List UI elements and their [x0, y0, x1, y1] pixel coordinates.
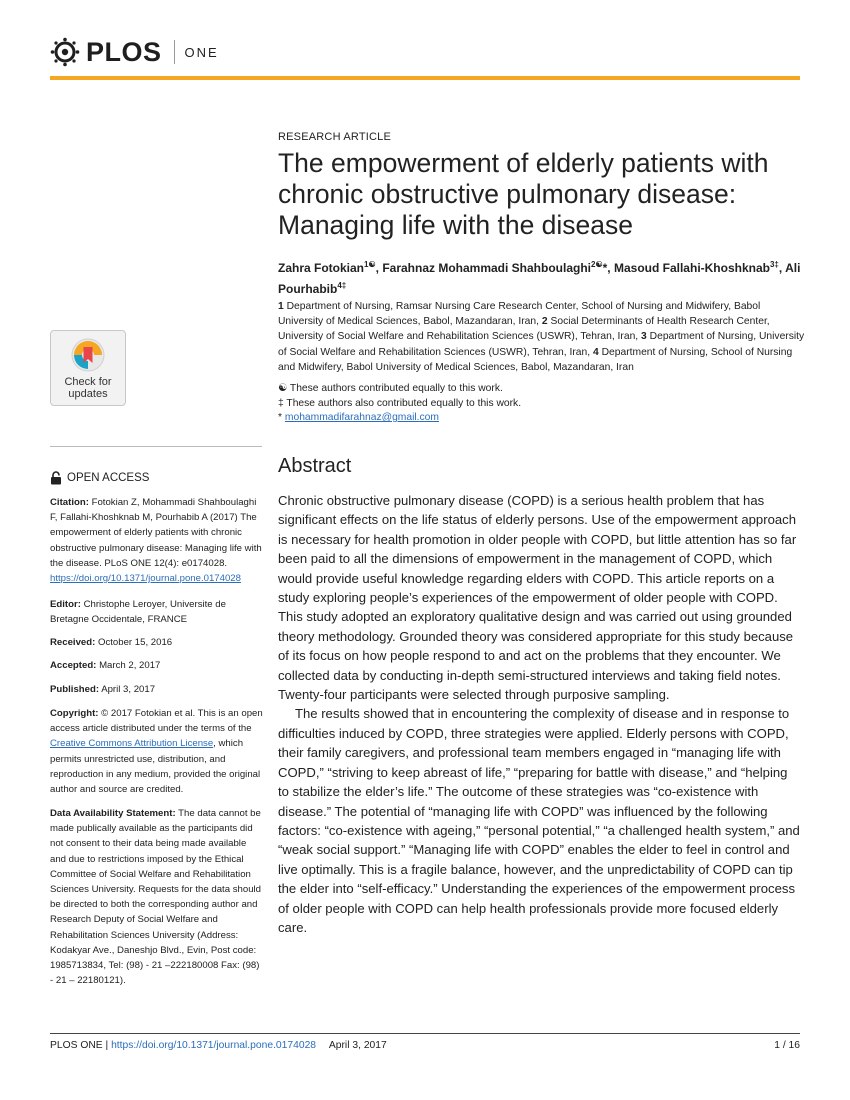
author-sup: 3‡ — [769, 260, 779, 269]
accepted-block — [50, 658, 264, 673]
abstract-body — [278, 491, 800, 937]
accepted-label: Accepted: — [50, 660, 97, 671]
received-label: Received: — [50, 637, 96, 648]
affiliation-text: Department of Nursing, School of Nursing and Midwifery, Babol University of Medical Sciences, Babol, Mazandaran, Iran — [278, 346, 793, 373]
note-also-contributed: ‡ These authors also contributed equally to this work. — [278, 397, 522, 409]
affiliation-number: 3 — [641, 331, 647, 343]
author-notes — [278, 382, 808, 426]
plos-one-logo[interactable] — [50, 34, 219, 70]
corresponding-mark: * — [602, 261, 608, 275]
abstract-paragraph: The results showed that in encountering the complexity of disease and in response to difficulties induced by COPD, three strategies were applied. Elderly persons with COPD, their family caregivers, and professional team members engaged in “managing life with COPD,” “striving to keep abreast of life,” “preparing for battle with disease,” and “helping to stabilize the elder’s life.” The outcome of these strategies was “co-existence with disease.” The potential of “managing life with COPD” was influenced by the following factors: “co-existence with ageing,” “personal potential,” “a challenged health system,” and “weak social support.” “Managing life with COPD” enables the elder to feel in control and live optimally. This is a fragile balance, however, and the unpredictability of COPD can tip the elder into “self-efficacy.” Understanding the experiences of the empowerment process of older people with COPD can help health professionals provide more focused elderly care. — [278, 706, 800, 935]
citation-text: Fotokian Z, Mohammadi Shahboulaghi F, Fallahi-Khoshknab M, Pourhabib A (2017) The empowerment of elderly patients with chronic obstructive pulmonary disease: Managing life with the disease. PLoS ONE 12(4): e0174028. — [50, 497, 262, 569]
editor-block — [50, 597, 264, 627]
published-date: April 3, 2017 — [101, 684, 156, 695]
author-name: Zahra Fotokian — [278, 261, 365, 275]
article-type: RESEARCH ARTICLE — [278, 131, 392, 143]
crossmark-icon — [70, 337, 106, 373]
affiliations — [278, 299, 808, 375]
logo-journal-text: ONE — [184, 44, 219, 60]
affiliation-number: 1 — [278, 301, 284, 312]
header-accent-bar — [50, 76, 800, 80]
sidebar-divider — [50, 446, 262, 447]
affiliation-text: Department of Nursing, University of Social Welfare and Rehabilitation Sciences (USWR), Tehran, Iran, — [278, 331, 805, 358]
author-list: Zahra Fotokian$^{1☯}$, Farahnaz Mohammadi Shahboulaghi$^{2☯}$*, Masoud Fallahi-Khoshknab$^{3\ddagger}$, Ali Pourhabib$^{4\ddagger}$ — [278, 260, 801, 296]
page-number: 1 / 16 — [774, 1040, 800, 1051]
copyright-text: © 2017 Fotokian et al. This is an open access article distributed under the terms of the — [50, 708, 263, 735]
affiliation-text: Department of Nursing, Ramsar Nursing Care Research Center, School of Nursing and Midwifery, Babol University of Medical Sciences, Babol, Mazandaran, Iran, — [278, 301, 761, 328]
copyright-block — [50, 706, 264, 797]
author-sup: 2☯ — [591, 260, 603, 269]
corresponding-email-line — [278, 411, 808, 426]
published-label: Published: — [50, 684, 100, 695]
author-name: Masoud Fallahi-Khoshknab — [613, 261, 770, 275]
data-availability-block — [50, 806, 264, 988]
data-availability-text: The data cannot be made publically available as the participants did not consent to their data being made available and due to restrictions imposed by the Ethical Committee of Social Welfare and Rehabilitation Sciences University. Requests for the data should be directed to both the corresponding author and Research Deputy of Social Welfare and Rehabilitation Sciences University (Address: Kodakyar Ave., Daneshjo Blvd., Evin, Post code: 1985713834, Tel: (98) - 21 –222180008 Fax: (98) - 21 – 22180121). — [50, 808, 261, 987]
citation-doi-link[interactable]: https://doi.org/10.1371/journal.pone.0174028 — [50, 573, 241, 585]
logo-brand-text: PLOS — [86, 36, 162, 67]
accepted-date: March 2, 2017 — [99, 660, 161, 671]
copyright-label: Copyright: — [50, 708, 99, 719]
note-equal-contribution: ☯ These authors contributed equally to this work. — [278, 383, 503, 394]
editor-label: Editor: — [50, 599, 81, 610]
check-for-updates-badge[interactable] — [50, 330, 126, 406]
data-availability-label: Data Availability Statement: — [50, 808, 176, 819]
author-sup: 4‡ — [337, 281, 347, 290]
article-title: The empowerment of elderly patients with chronic obstructive pulmonary disease: Managing life with the disease — [278, 148, 769, 240]
footer-divider — [50, 1033, 800, 1034]
affiliation-number: 2 — [541, 316, 548, 328]
logo-divider — [174, 40, 175, 64]
corresponding-email-link[interactable]: mohammadifarahnaz@gmail.com — [284, 412, 439, 423]
email-prefix: * — [278, 412, 283, 423]
affiliation-number: 4 — [592, 346, 599, 358]
footer-date: April 3, 2017 — [328, 1040, 387, 1051]
page-footer — [50, 1040, 800, 1051]
copyright-text-end: , which permits unrestricted use, distribution, and reproduction in any medium, provided the original author and source are credited. — [50, 738, 261, 796]
abstract-paragraph: Chronic obstructive pulmonary disease (COPD) is a serious health problem that has significant effects on the life status of elderly persons. Use of the empowerment approach is necessary for health promotion in older people with COPD, but little attention has so far been paid to all the dimensions of empowerment in the management of COPD, which would provide useful knowledge regarding elders with COPD. This article reports on a study exploring people’s experiences of the empowerment of older people with COPD. This study adopted an exploratory qualitative design and was carried out using grounded theory methodology. Grounded theory was considered appropriate for this study because of its focus on how people respond to and act on the problems that they encounter. We collected data by conducting in-depth semi-structured interviews and taking field notes. Twenty-four participants were selected through purposive sampling. — [278, 493, 797, 703]
footer-doi-link[interactable]: https://doi.org/10.1371/journal.pone.0174028 — [111, 1040, 317, 1051]
author-name: Ali Pourhabib — [278, 261, 801, 296]
author-name: Farahnaz Mohammadi Shahboulaghi — [382, 261, 591, 275]
received-block — [50, 635, 264, 650]
affiliation-text: Social Determinants of Health Research Center, University of Social Welfare and Rehabilitation Sciences (USWR), Tehran, Iran, — [278, 316, 770, 343]
footer-journal: PLOS ONE | — [50, 1040, 109, 1051]
check-for-updates-label: Check for updates — [64, 376, 112, 400]
citation-block — [50, 495, 264, 586]
open-access-label — [50, 471, 149, 485]
open-access-text: OPEN ACCESS — [67, 472, 150, 484]
plos-logo-icon — [50, 37, 80, 67]
open-lock-icon — [50, 471, 62, 485]
abstract-heading: Abstract — [278, 455, 352, 477]
editor-text: Christophe Leroyer, Universite de Bretagne Occidentale, FRANCE — [50, 599, 226, 626]
received-date: October 15, 2016 — [98, 637, 173, 648]
citation-label: Citation: — [50, 497, 89, 508]
cc-license-link[interactable]: Creative Commons Attribution License — [50, 738, 214, 750]
author-sup: 1☯ — [364, 260, 376, 269]
published-block — [50, 682, 264, 697]
